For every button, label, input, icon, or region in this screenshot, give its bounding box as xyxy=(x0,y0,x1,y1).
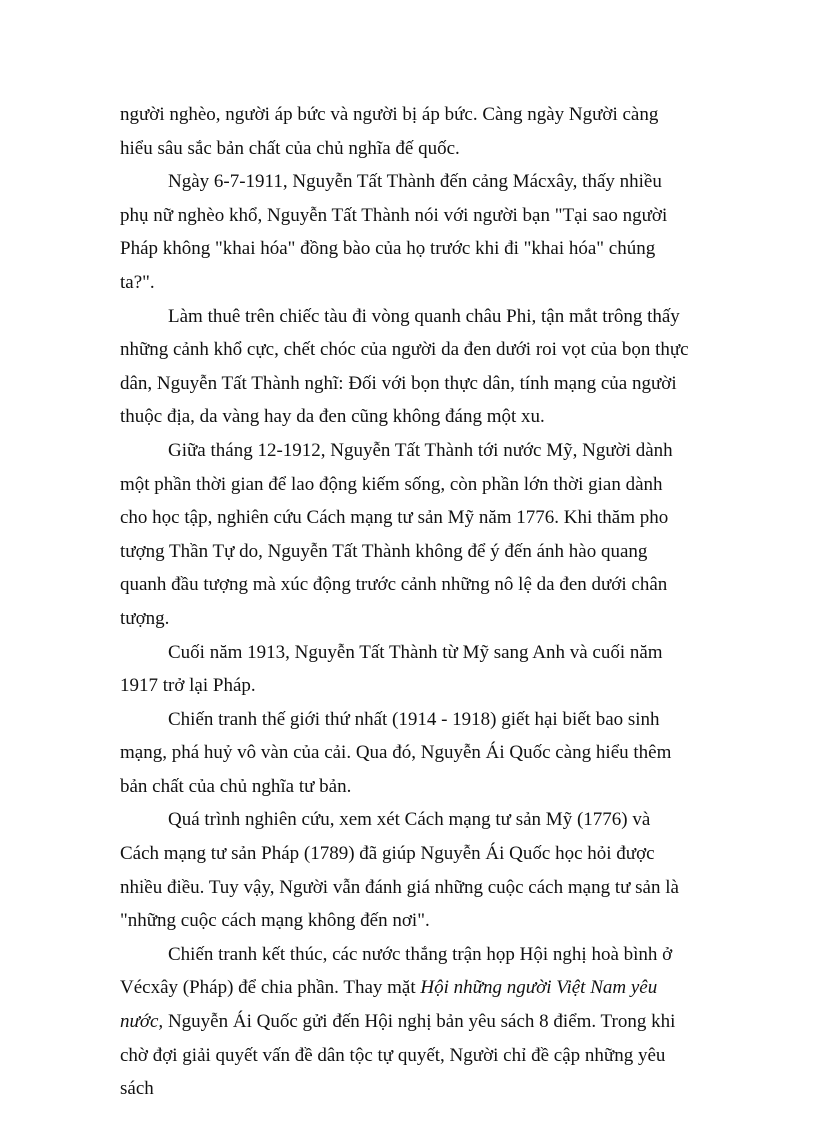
document-body xyxy=(120,98,692,1106)
paragraph-3: Làm thuê trên chiếc tàu đi vòng quanh châu Phi, tận mắt trông thấy những cảnh khổ cực, chết chóc của người da đen dưới roi vọt của bọn thực dân, Nguyễn Tất Thành nghĩ: Đối với bọn thực dân, tính mạng của người thuộc địa, da vàng hay da đen cũng không đáng một xu. xyxy=(120,305,689,428)
paragraph-6: Chiến tranh thế giới thứ nhất (1914 - 1918) giết hại biết bao sinh mạng, phá huỷ vô vàn của cải. Qua đó, Nguyễn Ái Quốc càng hiểu thêm bản chất của chủ nghĩa tư bản. xyxy=(120,708,672,797)
paragraph-5: Cuối năm 1913, Nguyễn Tất Thành từ Mỹ sang Anh và cuối năm 1917 trở lại Pháp. xyxy=(120,641,663,697)
paragraph-8-text-start: Chiến tranh kết thúc, các nước thắng trận họp Hội nghị hoà bình ở Vécxây (Pháp) để chia phần. Thay mặt xyxy=(120,943,673,999)
paragraph-8 xyxy=(120,938,692,1106)
paragraph-8-text-end: Nguyễn Ái Quốc gửi đến Hội nghị bản yêu sách 8 điểm. Trong khi chờ đợi giải quyết vấn đề dân tộc tự quyết, Người chỉ đề cập những yêu sách xyxy=(120,1011,676,1100)
paragraph-7: Quá trình nghiên cứu, xem xét Cách mạng tư sản Mỹ (1776) và Cách mạng tư sản Pháp (1789) đã giúp Nguyễn Ái Quốc học hỏi được nhiều điều. Tuy vậy, Người vẫn đánh giá những cuộc cách mạng tư sản là "những cuộc cách mạng không đến nơi". xyxy=(120,809,679,932)
paragraph-1: người nghèo, người áp bức và người bị áp bức. Càng ngày Người càng hiểu sâu sắc bản chất của chủ nghĩa đế quốc. xyxy=(120,104,659,159)
paragraph-4: Giữa tháng 12-1912, Nguyễn Tất Thành tới nước Mỹ, Người dành một phần thời gian để lao động kiếm sống, còn phần lớn thời gian dành cho học tập, nghiên cứu Cách mạng tư sản Mỹ năm 1776. Khi thăm pho tượng Thần Tự do, Nguyễn Tất Thành không để ý đến ánh hào quang quanh đầu tượng mà xúc động trước cảnh những nô lệ da đen dưới chân tượng. xyxy=(120,439,673,629)
paragraph-2: Ngày 6-7-1911, Nguyễn Tất Thành đến cảng Mácxây, thấy nhiều phụ nữ nghèo khổ, Nguyễn Tất Thành nói với người bạn "Tại sao người Pháp không "khai hóa" đồng bào của họ trước khi đi "khai hóa" chúng ta?". xyxy=(120,171,668,293)
organization-name: Hội những người Việt Nam yêu nước, xyxy=(120,977,658,1033)
